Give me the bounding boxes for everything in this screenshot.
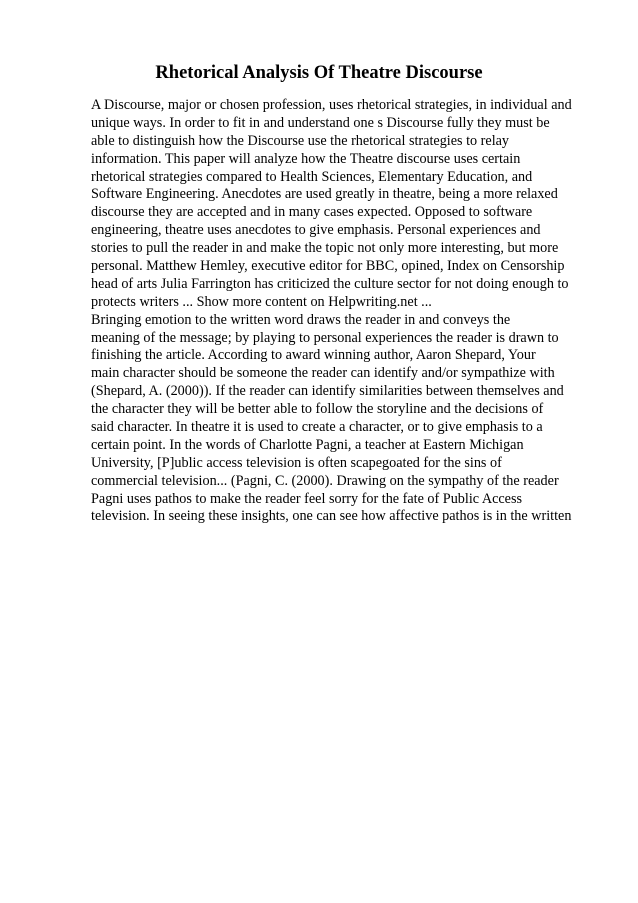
text-line: engineering, theatre uses anecdotes to give emphasis. Personal experiences and [91,222,541,239]
text-line: rhetorical strategies compared to Health Sciences, Elementary Education, and [91,168,533,185]
text-line: (Shepard, A. (2000)). If the reader can identify similarities between themselves and [91,383,564,400]
text-line: television. In seeing these insights, one can see how affective pathos is in the written [91,508,572,525]
text-line: certain point. In the words of Charlotte Pagni, a teacher at Eastern Michigan [91,436,524,453]
text-line: discourse they are accepted and in many cases expected. Opposed to software [91,204,533,221]
document-title: Rhetorical Analysis Of Theatre Discourse [155,63,483,83]
text-line: Pagni uses pathos to make the reader feel sorry for the fate of Public Access [91,490,523,507]
text-line: meaning of the message; by playing to personal experiences the reader is drawn to [91,329,559,346]
text-line: said character. In theatre it is used to create a character, or to give emphasis to a [91,419,543,436]
text-line: head of arts Julia Farrington has criticized the culture sector for not doing enough to [91,275,569,292]
text-line: commercial television... (Pagni, C. (2000). Drawing on the sympathy of the reader [91,472,559,489]
text-line: University, [P]ublic access television is often scapegoated for the sins of [91,454,502,471]
text-line: unique ways. In order to fit in and understand one s Discourse fully they must be [91,114,550,131]
text-line: the character they will be better able to follow the storyline and the decisions of [91,401,544,418]
text-line: stories to pull the reader in and make the topic not only more interesting, but more [91,240,559,257]
text-line: Software Engineering. Anecdotes are used greatly in theatre, being a more relaxed [91,186,558,203]
text-line: personal. Matthew Hemley, executive editor for BBC, opined, Index on Censorship [91,258,565,275]
text-line: finishing the article. According to award winning author, Aaron Shepard, Your [91,347,536,364]
text-line: able to distinguish how the Discourse use the rhetorical strategies to relay [91,132,510,149]
text-line: protects writers ... Show more content on Helpwriting.net ... [91,293,432,310]
text-line: information. This paper will analyze how the Theatre discourse uses certain [91,150,521,167]
document-body [91,97,611,526]
text-line: Bringing emotion to the written word draws the reader in and conveys the [91,311,511,328]
text-line: A Discourse, major or chosen profession, uses rhetorical strategies, in individual and [91,97,572,113]
text-line: main character should be someone the reader can identify and/or sympathize with [91,365,555,382]
